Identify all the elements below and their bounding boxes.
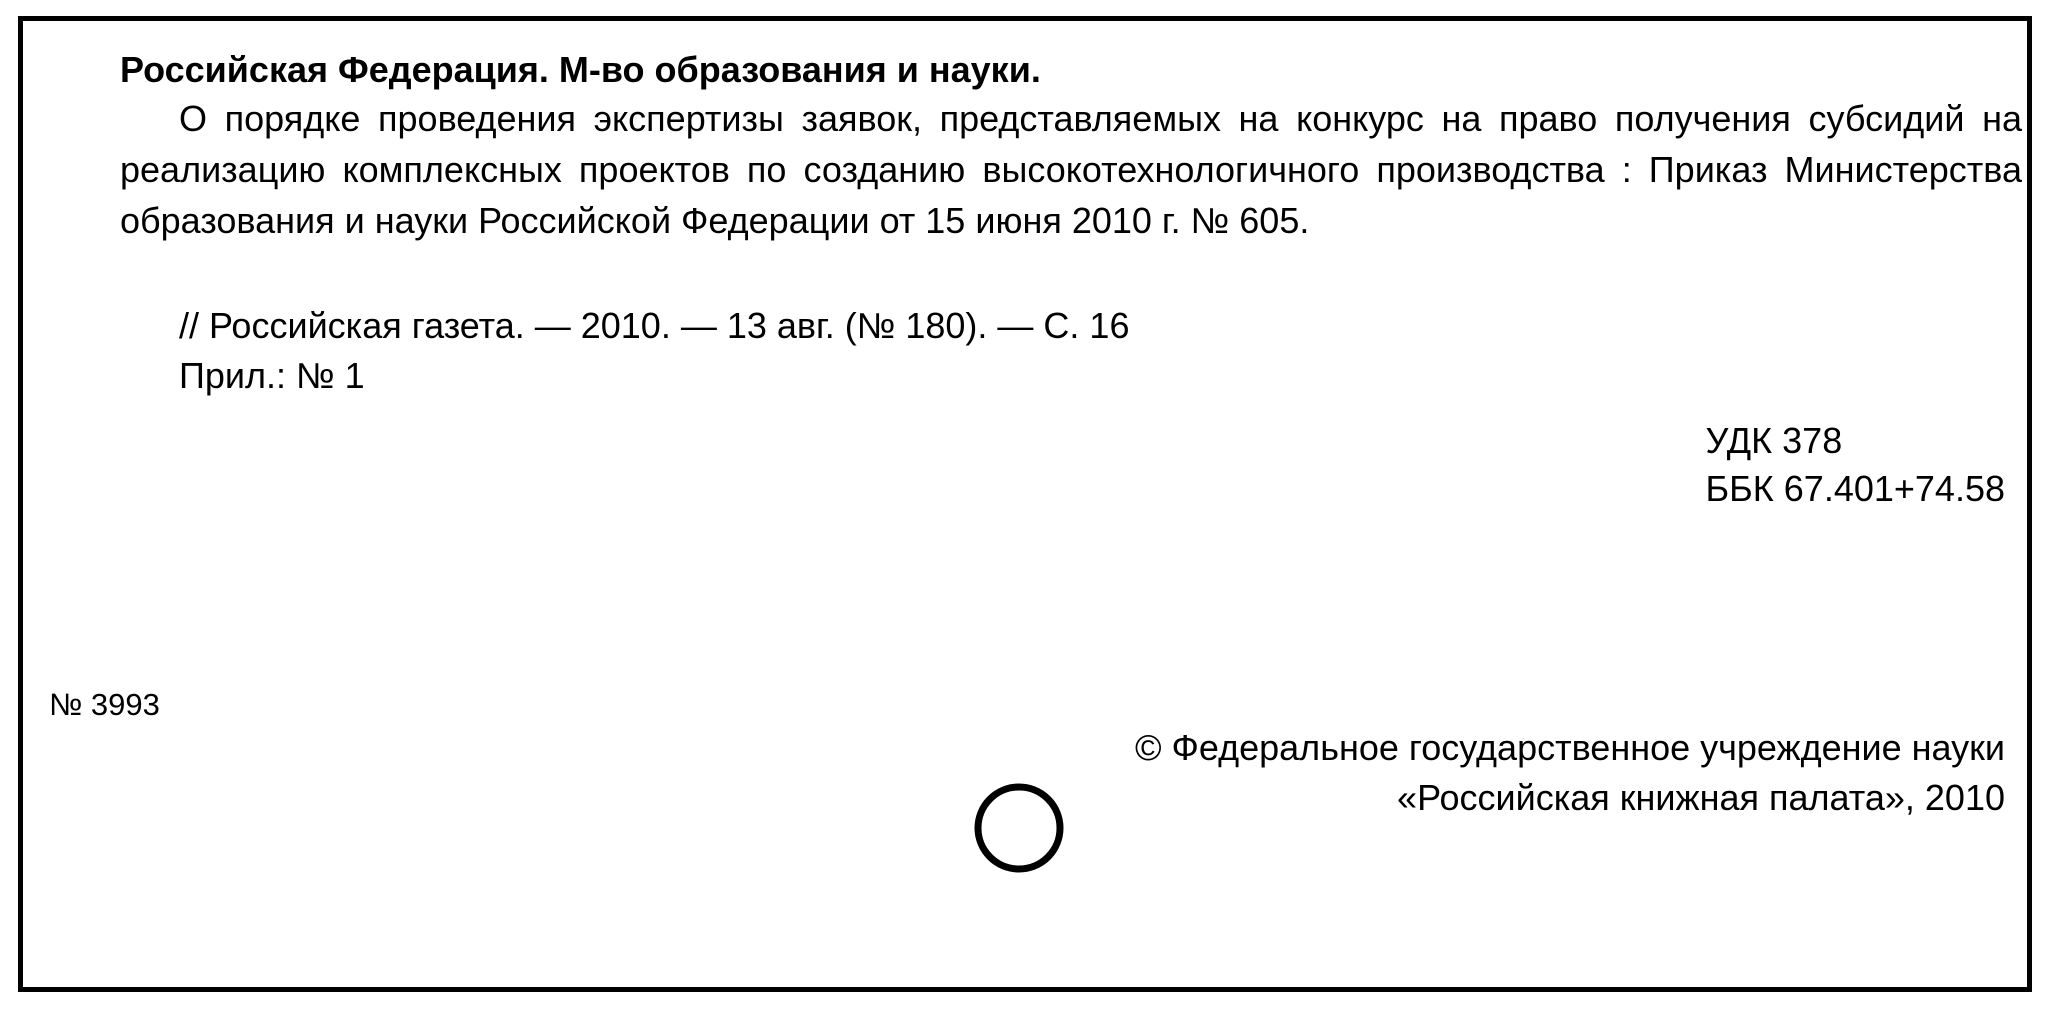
copyright-block <box>1135 723 2005 823</box>
record-appendix: Прил.: № 1 <box>179 355 365 396</box>
record-number: № 3993 <box>49 687 160 722</box>
copyright-line-1: © Федеральное государственное учреждение науки <box>1134 727 2005 768</box>
circle-mark-icon <box>973 782 1065 874</box>
bbk-code: ББК 67.401+74.58 <box>1705 468 2005 509</box>
copyright-line-2: «Российская книжная палата», 2010 <box>1397 777 2005 818</box>
classification-codes <box>1706 417 2005 513</box>
record-source: // Российская газета. — 2010. — 13 авг. (№ 180). — С. 16 <box>179 305 1130 346</box>
udk-code: УДК 378 <box>1705 420 1843 461</box>
catalog-card <box>18 16 2032 992</box>
record-title-text: О порядке проведения экспертизы заявок, представляемых на конкурс на право получения субсидий на реализацию комплексных проектов по созданию высокотехнологичного производства : Приказ Министерства образования и науки Российской Федерации от 15 июня 2010 г. № 605. <box>120 98 2022 241</box>
record-heading: Российская Федерация. М-во образования и науки. <box>120 49 1041 90</box>
